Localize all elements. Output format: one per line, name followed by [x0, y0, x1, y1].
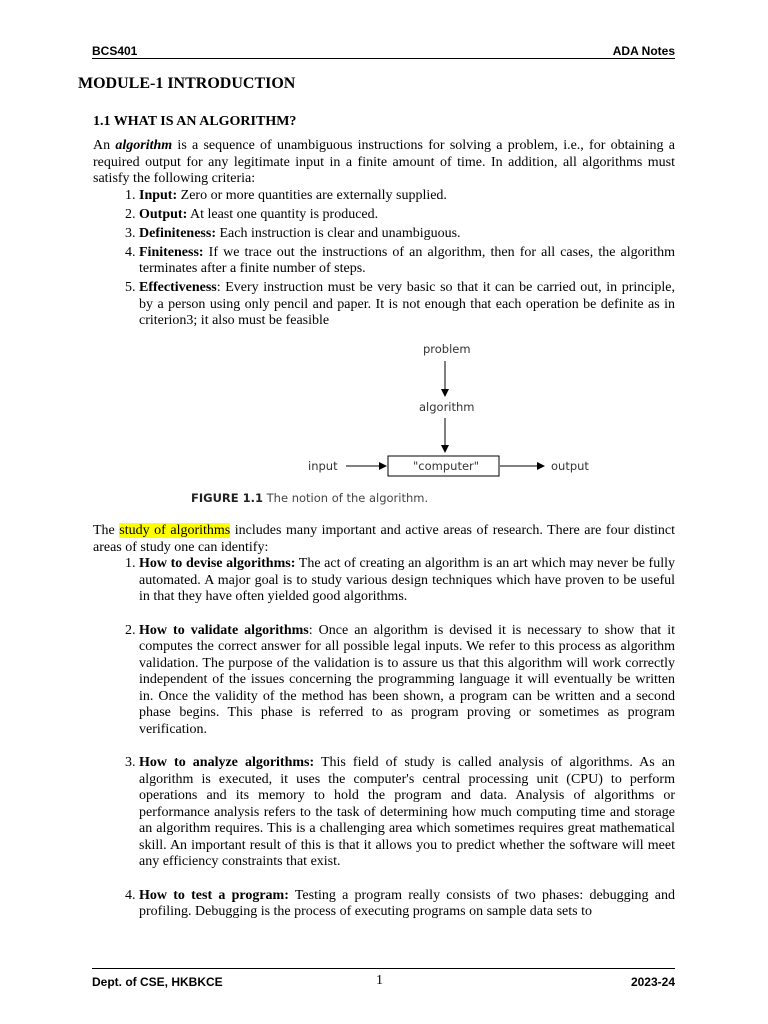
criteria-item — [139, 207, 675, 224]
criteria-item — [139, 280, 675, 330]
intro-paragraph — [93, 138, 675, 188]
area-term: How to devise algorithms: — [139, 556, 296, 571]
study-text-end: includes many important and active areas of research. There are four distinct areas of study one can identify: — [93, 523, 675, 555]
department-label: Dept. of CSE, HKBKCE — [92, 975, 223, 989]
area-text: This field of study is called analysis of algorithms. As an algorithm is executed, it uses the computer's central processing unit (CPU) to perform operations and its memory to hold the program and data. Analysis of algorithms or performance analysis refers to the task of determining how much computing time and storage an algorithm requires. This is a challenging area which sometimes requires great mathematical skill. An important result of this is that it allows you to predict whether the software will meet any efficiency constraints that exist. — [139, 755, 675, 869]
study-text-start: The — [93, 523, 120, 538]
area-term: How to analyze algorithms: — [139, 755, 315, 770]
study-block — [93, 523, 675, 938]
area-item — [139, 623, 675, 739]
area-text: Testing a program really consists of two phases: debugging and profiling. Debugging is the process of executing programs on sample data sets to — [139, 887, 676, 919]
area-term: How to test a program: — [139, 887, 289, 903]
criteria-list — [93, 188, 675, 330]
figure-label-input: input — [308, 459, 338, 473]
areas-list — [93, 556, 675, 921]
area-text: : Once an algorithm is devised it is necessary to show that it computes the correct answer for all possible legal inputs. We refer to this process as algorithm validation. The purpose of the validation is to assure us that this algorithm will work correctly independent of the issues concerning the programming language it will eventually be written in. Once the validity of the method has been shown, a program can be written and a second phase begins. This phase is referred to as program proving or sometimes as program verification. — [139, 622, 676, 737]
study-paragraph — [93, 523, 675, 556]
highlighted-phrase: study of algorithms — [119, 523, 231, 538]
algorithm-term: algorithm — [115, 138, 173, 153]
criteria-term: Effectiveness — [139, 280, 217, 295]
course-code: BCS401 — [92, 44, 138, 58]
criteria-term: Finiteness: — [139, 244, 204, 260]
section-title: 1.1 WHAT IS AN ALGORITHM? — [93, 114, 297, 129]
figure-caption — [191, 491, 428, 505]
criteria-term: Output: — [139, 206, 188, 222]
criteria-text: : Every instruction must be very basic so that it can be carried out, in principle, by a person using only pencil and paper. It is not enough that each operation be definite as in criterion3; it also must be feasible — [139, 280, 675, 328]
criteria-text: If we trace out the instructions of an algorithm, then for all cases, the algorithm terminates after a finite number of steps. — [139, 244, 675, 276]
intro-block — [93, 138, 675, 332]
academic-year: 2023-24 — [630, 975, 675, 989]
figure-label-problem: problem — [423, 342, 471, 356]
intro-text-start: An — [93, 138, 116, 153]
criteria-term: Input: — [139, 187, 178, 203]
intro-text-end: is a sequence of unambiguous instructions for solving a problem, i.e., for obtaining a required output for any legitimate input in a finite amount of time. In addition, all algorithms must satisfy the following criteria: — [93, 138, 675, 186]
figure-label-computer: "computer" — [413, 459, 480, 473]
criteria-item — [139, 226, 675, 243]
figure-label-output: output — [551, 459, 589, 473]
figure-number: FIGURE 1.1 — [191, 491, 263, 505]
area-item — [139, 755, 675, 871]
criteria-term: Definiteness: — [139, 225, 216, 241]
criteria-item — [139, 245, 675, 278]
criteria-item — [139, 188, 675, 205]
module-title: MODULE-1 INTRODUCTION — [78, 75, 296, 92]
figure-label-algorithm: algorithm — [419, 400, 475, 414]
area-text: The act of creating an algorithm is an art which may never be fully automated. A major goal is to study various design techniques which have proven to be useful in that they have often yielded good algorithms. — [139, 556, 675, 604]
page-header — [92, 44, 675, 59]
area-item — [139, 888, 675, 921]
algorithm-figure — [180, 336, 620, 516]
notes-title: ADA Notes — [612, 44, 675, 58]
criteria-text: Each instruction is clear and unambiguous. — [216, 225, 461, 241]
criteria-text: At least one quantity is produced. — [187, 206, 379, 222]
page-footer — [92, 968, 675, 993]
page-number: 1 — [376, 973, 383, 988]
area-term: How to validate algorithms — [139, 622, 309, 638]
area-item — [139, 556, 675, 606]
criteria-text: Zero or more quantities are externally supplied. — [177, 187, 447, 203]
figure-caption-text: The notion of the algorithm. — [266, 491, 429, 505]
